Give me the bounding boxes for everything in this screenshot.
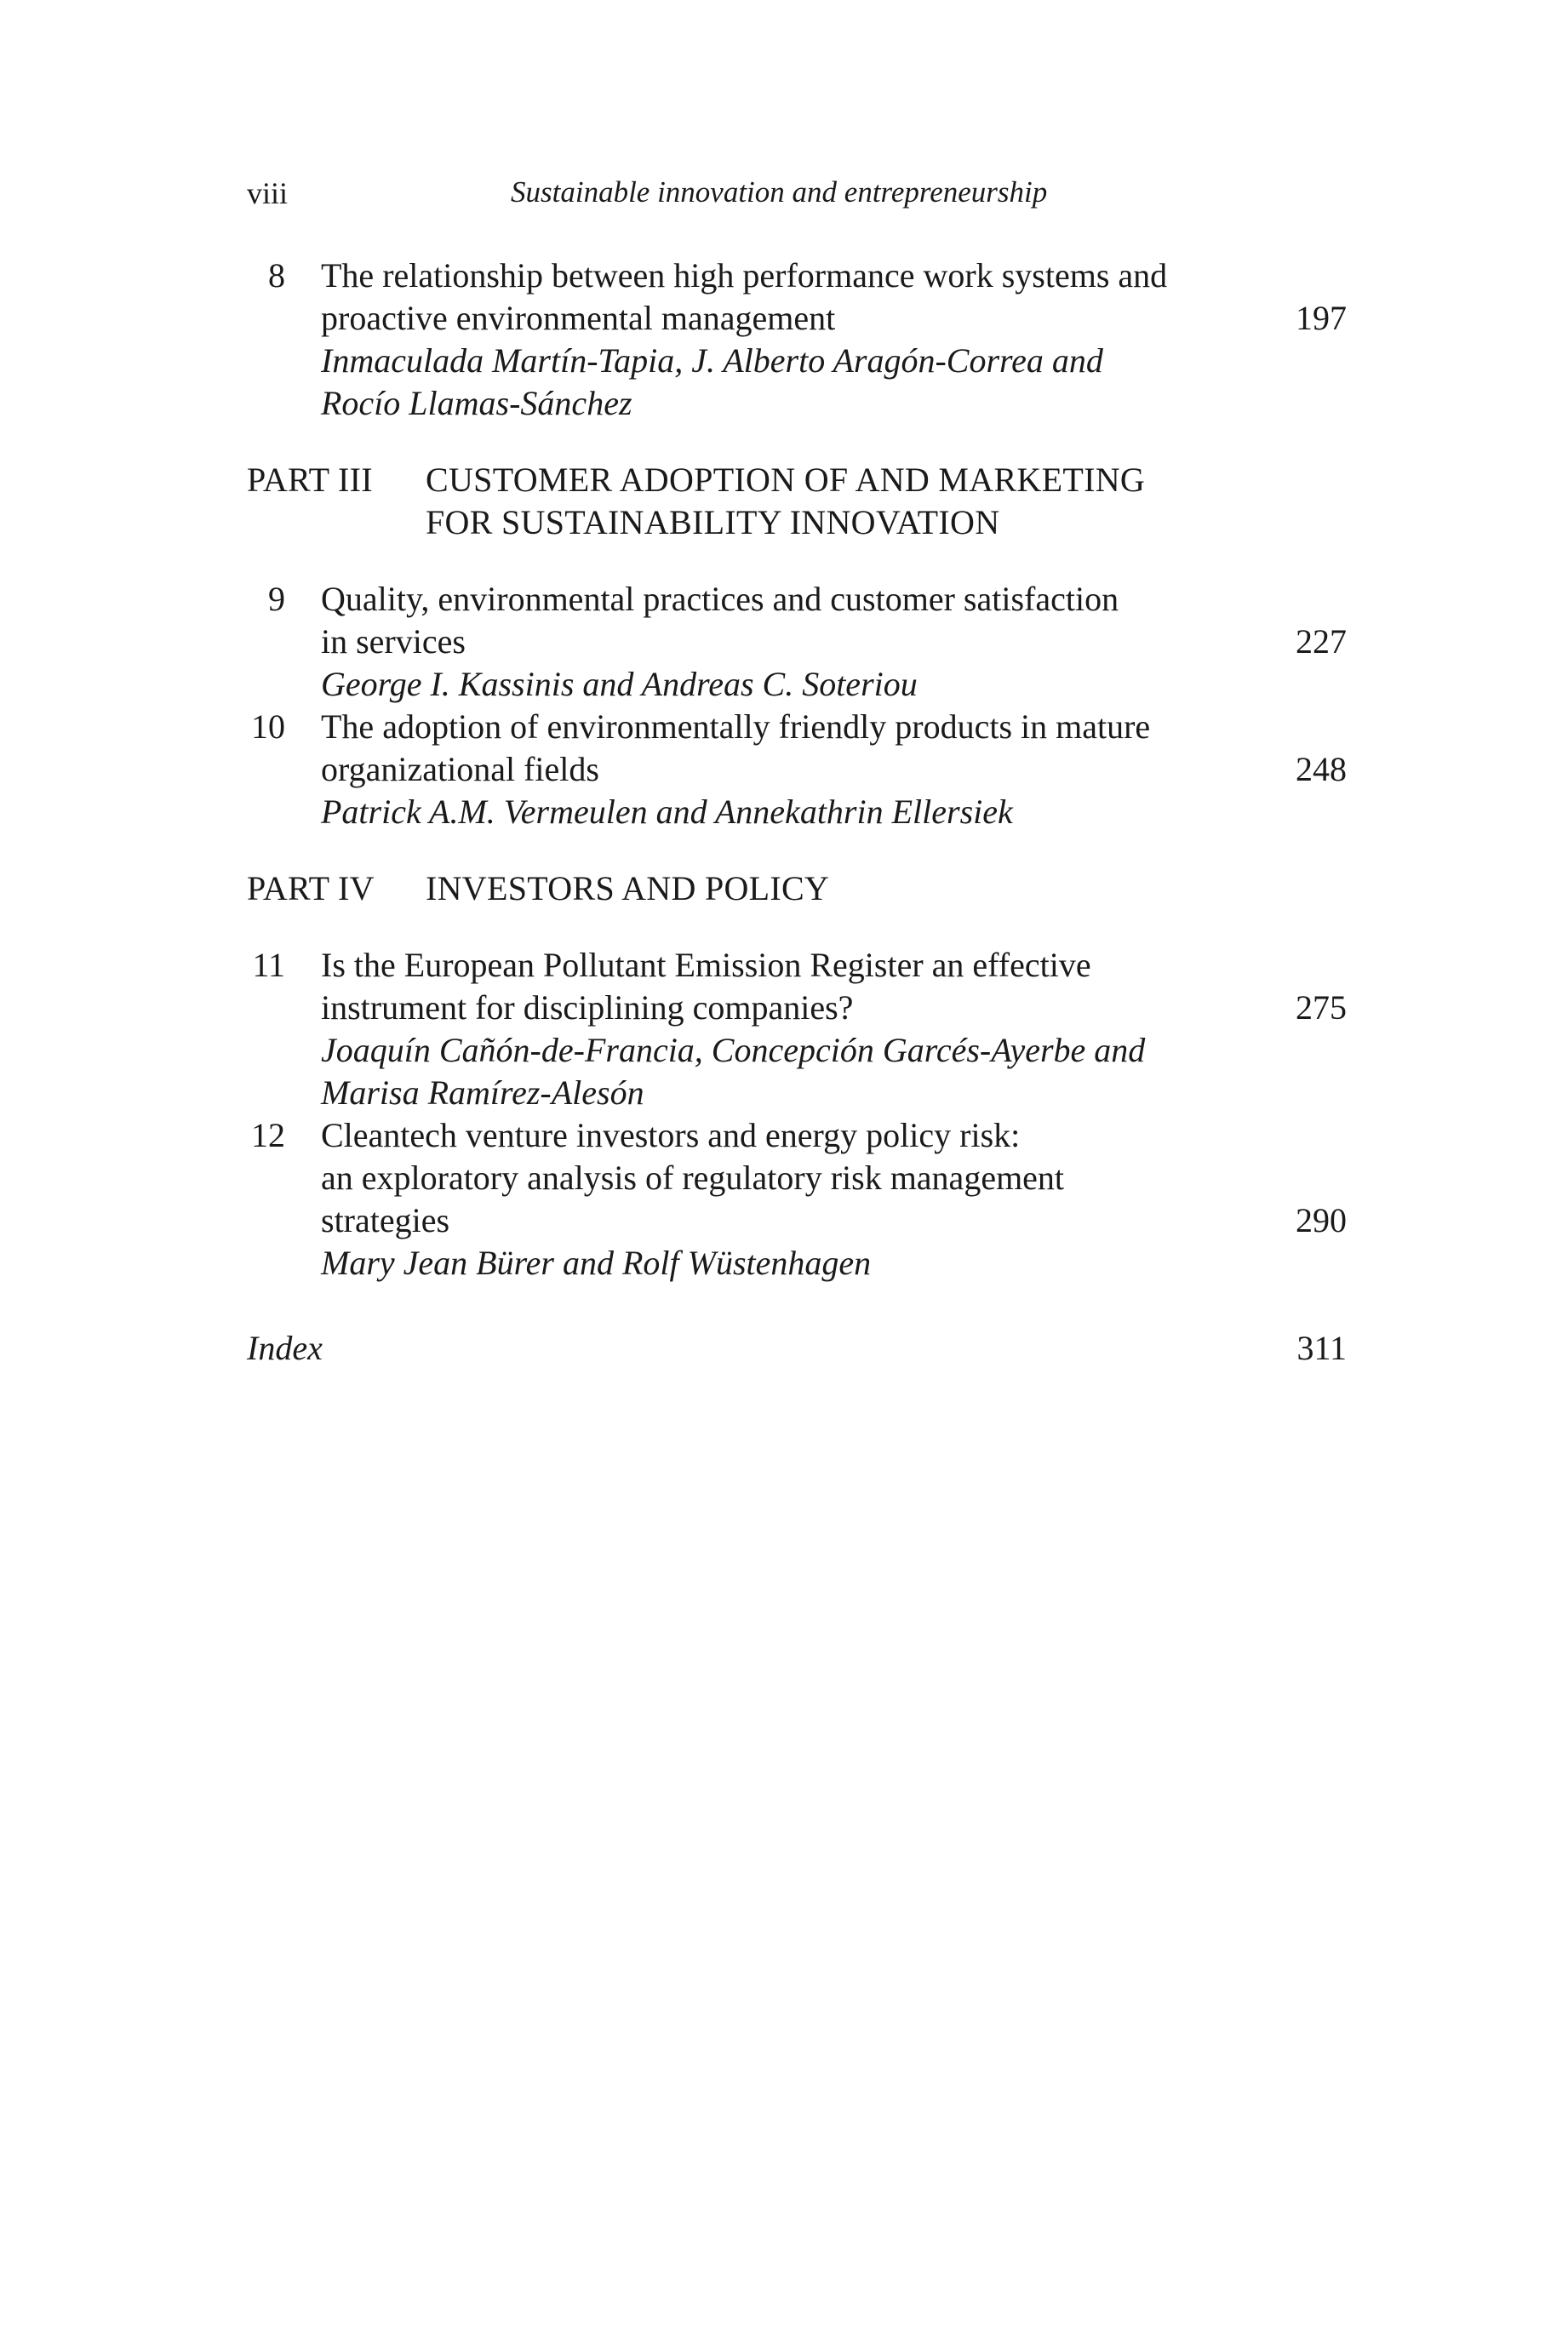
chapter-title-line: Quality, environmental practices and customer satisfaction bbox=[321, 580, 1119, 618]
chapter-author-line: Patrick A.M. Vermeulen and Annekathrin Ellersiek bbox=[321, 793, 1013, 831]
chapter-title-line: Cleantech venture investors and energy policy risk: bbox=[321, 1116, 1021, 1154]
chapter-number: 12 bbox=[251, 1116, 285, 1154]
chapter-title-line: an exploratory analysis of regulatory risk management bbox=[321, 1159, 1065, 1197]
page-folio: viii bbox=[247, 176, 289, 210]
part-title-line: INVESTORS AND POLICY bbox=[426, 869, 830, 907]
chapter-number: 11 bbox=[252, 946, 285, 984]
chapter-author-line: Joaquín Cañón-de-Francia, Concepción Garcés-Ayerbe and bbox=[321, 1031, 1146, 1069]
chapter-number: 9 bbox=[268, 580, 285, 618]
chapter-title-line: Is the European Pollutant Emission Register an effective bbox=[321, 946, 1091, 984]
chapter-title-line: strategies bbox=[321, 1201, 450, 1239]
chapter-author-line: Marisa Ramírez-Alesón bbox=[321, 1073, 644, 1112]
chapter-title-line: in services bbox=[321, 622, 466, 661]
chapter-page-number: 248 bbox=[1296, 750, 1347, 788]
part-title-line: FOR SUSTAINABILITY INNOVATION bbox=[426, 503, 1000, 541]
chapter-page-number: 290 bbox=[1296, 1201, 1347, 1239]
chapter-page-number: 227 bbox=[1296, 622, 1347, 661]
chapter-title-line: The relationship between high performance work systems and bbox=[321, 256, 1168, 295]
chapter-title-line: proactive environmental management bbox=[321, 299, 836, 337]
chapter-number: 8 bbox=[268, 256, 285, 295]
part-label: PART IV bbox=[247, 869, 375, 907]
chapter-author-line: Mary Jean Bürer and Rolf Wüstenhagen bbox=[321, 1244, 872, 1282]
chapter-author-line: George I. Kassinis and Andreas C. Soteriou bbox=[321, 665, 918, 703]
chapter-author-line: Inmaculada Martín-Tapia, J. Alberto Aragón-Correa and bbox=[321, 341, 1103, 380]
index-page-number: 311 bbox=[1296, 1329, 1347, 1367]
chapter-page-number: 197 bbox=[1296, 299, 1347, 337]
part-title-line: CUSTOMER ADOPTION OF AND MARKETING bbox=[426, 461, 1146, 499]
chapter-title-line: The adoption of environmentally friendly products in mature bbox=[321, 707, 1151, 746]
chapter-number: 10 bbox=[251, 707, 285, 746]
chapter-page-number: 275 bbox=[1296, 988, 1347, 1027]
running-title: Sustainable innovation and entrepreneurship bbox=[511, 175, 1048, 209]
index-label: Index bbox=[247, 1329, 323, 1367]
chapter-title-line: organizational fields bbox=[321, 750, 599, 788]
chapter-title-line: instrument for disciplining companies? bbox=[321, 988, 854, 1027]
part-label: PART III bbox=[247, 461, 373, 499]
chapter-author-line: Rocío Llamas-Sánchez bbox=[321, 384, 632, 422]
